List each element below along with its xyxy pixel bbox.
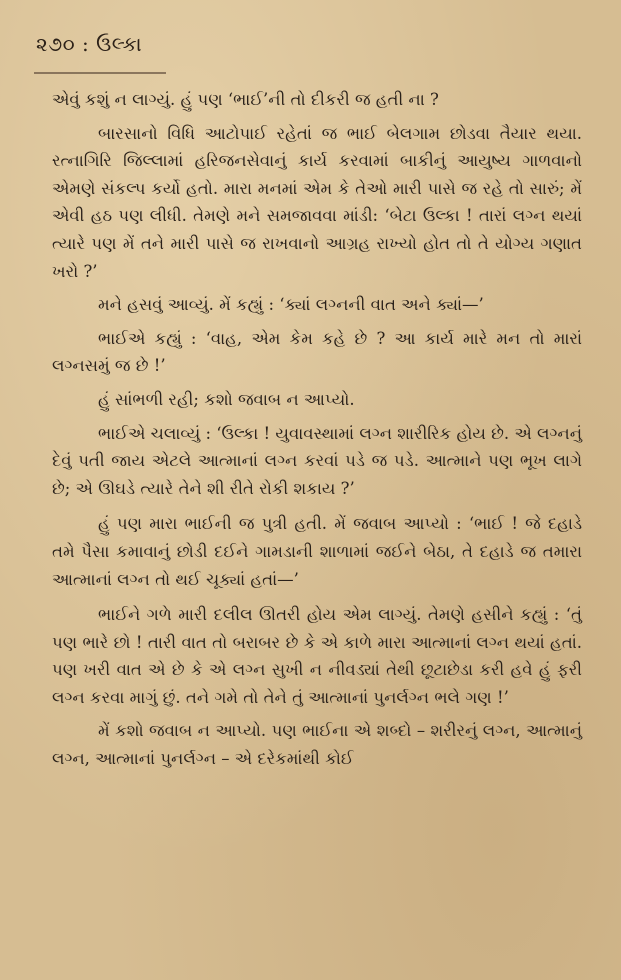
- body-text: [52, 86, 582, 779]
- paragraph: ભાઈએ કહ્યું : ‘વાહ, એમ કેમ કહે છે ? આ કાર્ય મારે મન તો મારાં લગ્નસમું જ છે !’: [52, 328, 582, 376]
- paragraph: મને હસવું આવ્યું. મેં કહ્યું : ‘ક્યાં લગ્નની વાત અને ક્યાં—’: [98, 295, 484, 315]
- paragraph: મેં કશો જવાબ ન આપ્યો. પણ ભાઈના એ શબ્દો – શરીરનું લગ્ન, આત્માનું લગ્ન, આત્માનાં પુનર્લગ્ન – એ દરેકમાંથી કોઈ: [52, 721, 582, 769]
- running-header: [36, 32, 142, 56]
- paragraph: હું પણ મારા ભાઈની જ પુત્રી હતી. મેં જવાબ આપ્યો : ‘ભાઈ ! જે દહાડે તમે પૈસા કમાવાનું છોડી દઈને ગામડાની શાળામાં જઈને બેઠા, તે દહાડે જ તમારા આત્માનાં લગ્ન તો થઈ ચૂક્યાં હતાં—’: [52, 514, 582, 589]
- paragraph: હું સાંભળી રહી; કશો જવાબ ન આપ્યો.: [98, 389, 355, 409]
- paragraph: બારસાનો વિધિ આટોપાઈ રહેતાં જ ભાઈ બેલગામ છોડવા તૈયાર થયા. રત્નાગિરિ જિલ્લામાં હરિજનસેવાનું કાર્ય કરવામાં બાકીનું આયુષ્ય ગાળવાનો એમણે સંકલ્પ કર્યો હતો. મારા મનમાં એમ કે તેઓ મારી પાસે જ રહે તો સારું; મેં એવી હઠ પણ લીધી. તેમણે મને સમજાવવા માંડી: ‘બેટા ઉલ્કા ! તારાં લગ્ન થયાં ત્યારે પણ મેં તને મારી પાસે જ રાખવાનો આગ્રહ રાખ્યો હોત તો તે યોગ્ય ગણાત ખરો ?’: [52, 123, 582, 281]
- chapter-title: ઉલ્કા: [96, 32, 143, 56]
- paragraph: ભાઈને ગળે મારી દલીલ ઊતરી હોય એમ લાગ્યું. તેમણે હસીને કહ્યું : ‘તું પણ ભારે છો ! તારી વાત તો બરાબર છે કે એ કાળે મારા આત્માનાં લગ્ન થયાં હતાં. પણ ખરી વાત એ છે કે એ લગ્ન સુખી ન નીવડ્યાં તેથી છૂટાછેડા કરી હવે હું ફરી લગ્ન કરવા માગું છું. તને ગમે તો તેને તું આત્માનાં પુનર્લગ્ન ભલે ગણ !’: [52, 605, 582, 707]
- paragraph: ભાઈએ ચલાવ્યું : ‘ઉલ્કા ! યુવાવસ્થામાં લગ્ન શારીરિક હોય છે. એ લગ્નનું દેવું પતી જાય એટલે આત્માનાં લગ્ન કરવાં પડે જ પડે. આત્માને પણ ભૂખ લાગે છે; એ ઊઘડે ત્યારે તેને શી રીતે રોકી શકાય ?’: [52, 423, 582, 498]
- page-number: ૨૭૦: [36, 32, 76, 56]
- paragraph: એવું કશું ન લાગ્યું. હું પણ ‘ભાઈ’ની તો દીકરી જ હતી ના ?: [52, 90, 439, 109]
- header-separator: :: [82, 32, 90, 56]
- header-rule: [34, 72, 166, 78]
